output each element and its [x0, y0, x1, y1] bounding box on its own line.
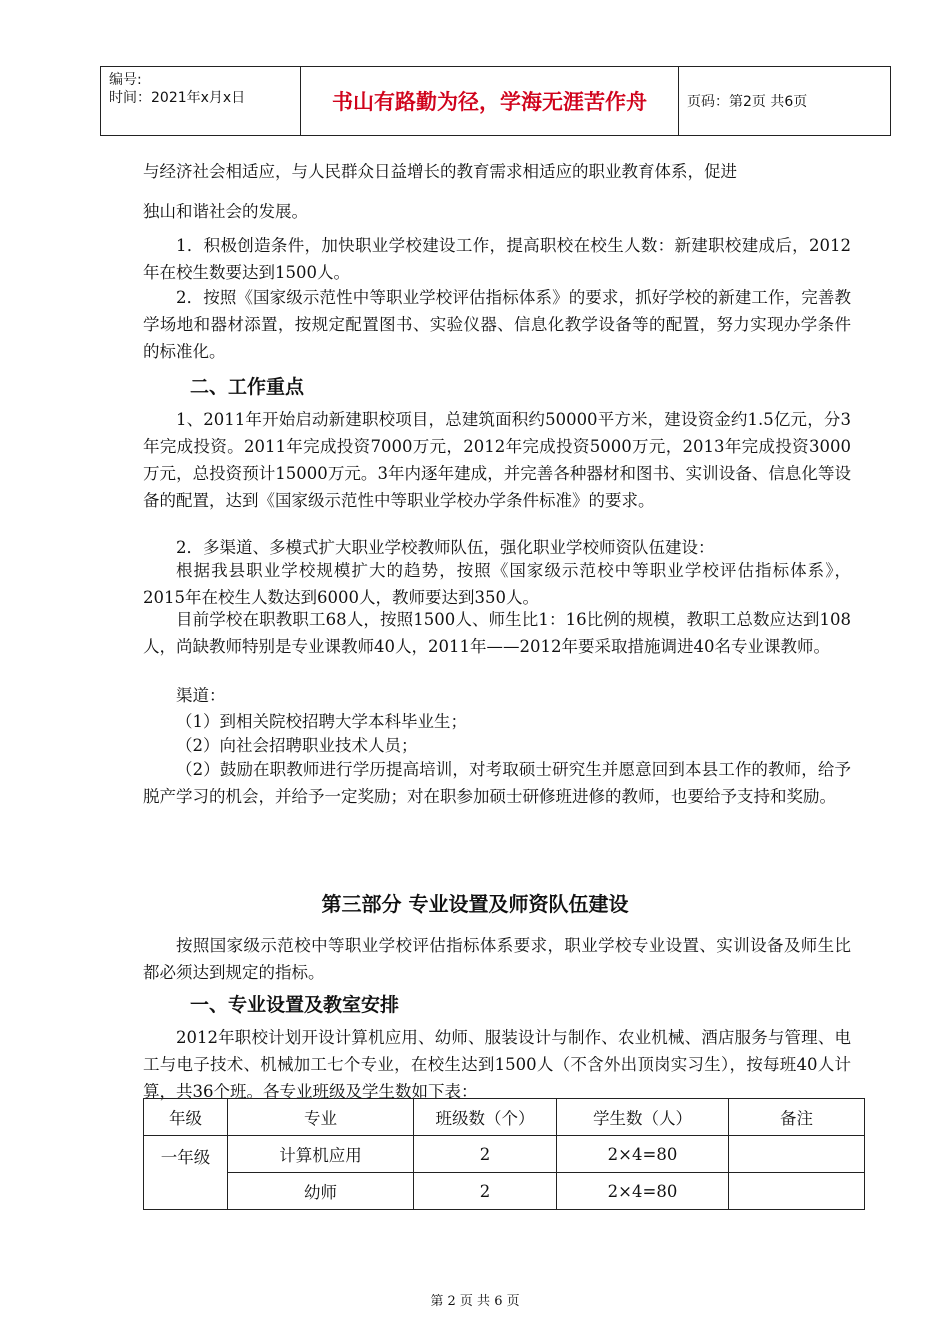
paragraph: 根据我县职业学校规模扩大的趋势，按照《国家级示范校中等职业学校评估指标体系》，2015年在校生人数达到6000人，教师要达到350人。: [143, 561, 851, 607]
paragraph: 渠道：: [176, 686, 226, 705]
header-page-label: 页码：第2页 共6页: [687, 94, 808, 110]
table-row: [144, 1173, 865, 1210]
section-heading: 二、工作重点: [190, 376, 305, 398]
paragraph: 2．多渠道、多模式扩大职业学校教师队伍，强化职业学校师资队伍建设：: [176, 538, 715, 557]
table-cell: 2×4=80: [557, 1136, 729, 1173]
paragraph: 2．按照《国家级示范性中等职业学校评估指标体系》的要求，抓好学校的新建工作，完善教学场地和器材添置，按规定配置图书、实验仪器、信息化教学设备等的配置，努力实现办学条件的标准化。: [143, 288, 851, 361]
paragraph: 1．积极创造条件，加快职业学校建设工作，提高职校在校生人数：新建职校建成后，2012年在校生数要达到1500人。: [143, 236, 851, 282]
list-item: （1）到相关院校招聘大学本科毕业生；: [176, 712, 467, 731]
table-header-cell: 年级: [144, 1099, 228, 1136]
table-header-cell: 备注: [729, 1099, 865, 1136]
paragraph: 独山和谐社会的发展。: [143, 202, 308, 221]
paragraph: 按照国家级示范校中等职业学校评估指标体系要求，职业学校专业设置、实训设备及师生比都必须达到规定的指标。: [143, 936, 851, 982]
list-item: （2）向社会招聘职业技术人员；: [176, 736, 418, 755]
table-header-cell: 班级数（个）: [414, 1099, 557, 1136]
time-label: 时间：2021年x月x日: [109, 90, 246, 106]
table-cell: [729, 1136, 865, 1173]
major-table: [143, 1098, 865, 1210]
page-footer: 第 2 页 共 6 页: [430, 1294, 520, 1309]
paragraph: 与经济社会相适应，与人民群众日益增长的教育需求相适应的职业教育体系，促进: [143, 162, 737, 181]
number-label: 编号:: [109, 72, 142, 88]
table-cell: 2×4=80: [557, 1173, 729, 1210]
table-cell: 计算机应用: [228, 1136, 414, 1173]
table-cell: 2: [414, 1173, 557, 1210]
table-header-row: [144, 1099, 865, 1136]
table-cell: 一年级: [144, 1136, 228, 1210]
header-meta: [101, 67, 301, 135]
table-row: [144, 1136, 865, 1173]
table-header-cell: 专业: [228, 1099, 414, 1136]
table-cell: 2: [414, 1136, 557, 1173]
paragraph: 2012年职校计划开设计算机应用、幼师、服装设计与制作、农业机械、酒店服务与管理、电工与电子技术、机械加工七个专业，在校生达到1500人（不含外出顶岗实习生），按每班40人计算，共36个班。各专业班级及学生数如下表：: [143, 1028, 851, 1101]
paragraph: 1、2011年开始启动新建职校项目，总建筑面积约50000平方米，建设资金约1.5亿元，分3年完成投资。2011年完成投资7000万元，2012年完成投资5000万元，2013年完成投资3000万元，总投资预计15000万元。3年内逐年建成，并完善各种器材和图书、实训设备、信息化等设备的配置，达到《国家级示范性中等职业学校办学条件标准》的要求。: [143, 410, 851, 510]
table-cell: [729, 1173, 865, 1210]
document-header: [100, 66, 891, 136]
part-heading: 第三部分 专业设置及师资队伍建设: [321, 892, 629, 916]
table-cell: 幼师: [228, 1173, 414, 1210]
list-item: （2）鼓励在职教师进行学历提高培训，对考取硕士研究生并愿意回到本县工作的教师，给予脱产学习的机会，并给予一定奖励；对在职参加硕士研修班进修的教师，也要给予支持和奖励。: [143, 760, 851, 806]
table-header-cell: 学生数（人）: [557, 1099, 729, 1136]
section-heading: 一、专业设置及教室安排: [190, 994, 400, 1016]
header-motto: 书山有路勤为径，学海无涯苦作舟: [301, 67, 679, 135]
paragraph: 目前学校在职教职工68人，按照1500人、师生比1：16比例的规模，教职工总数应达到108人，尚缺教师特别是专业课教师40人，2011年——2012年要采取措施调进40名专业课教师。: [143, 610, 851, 656]
